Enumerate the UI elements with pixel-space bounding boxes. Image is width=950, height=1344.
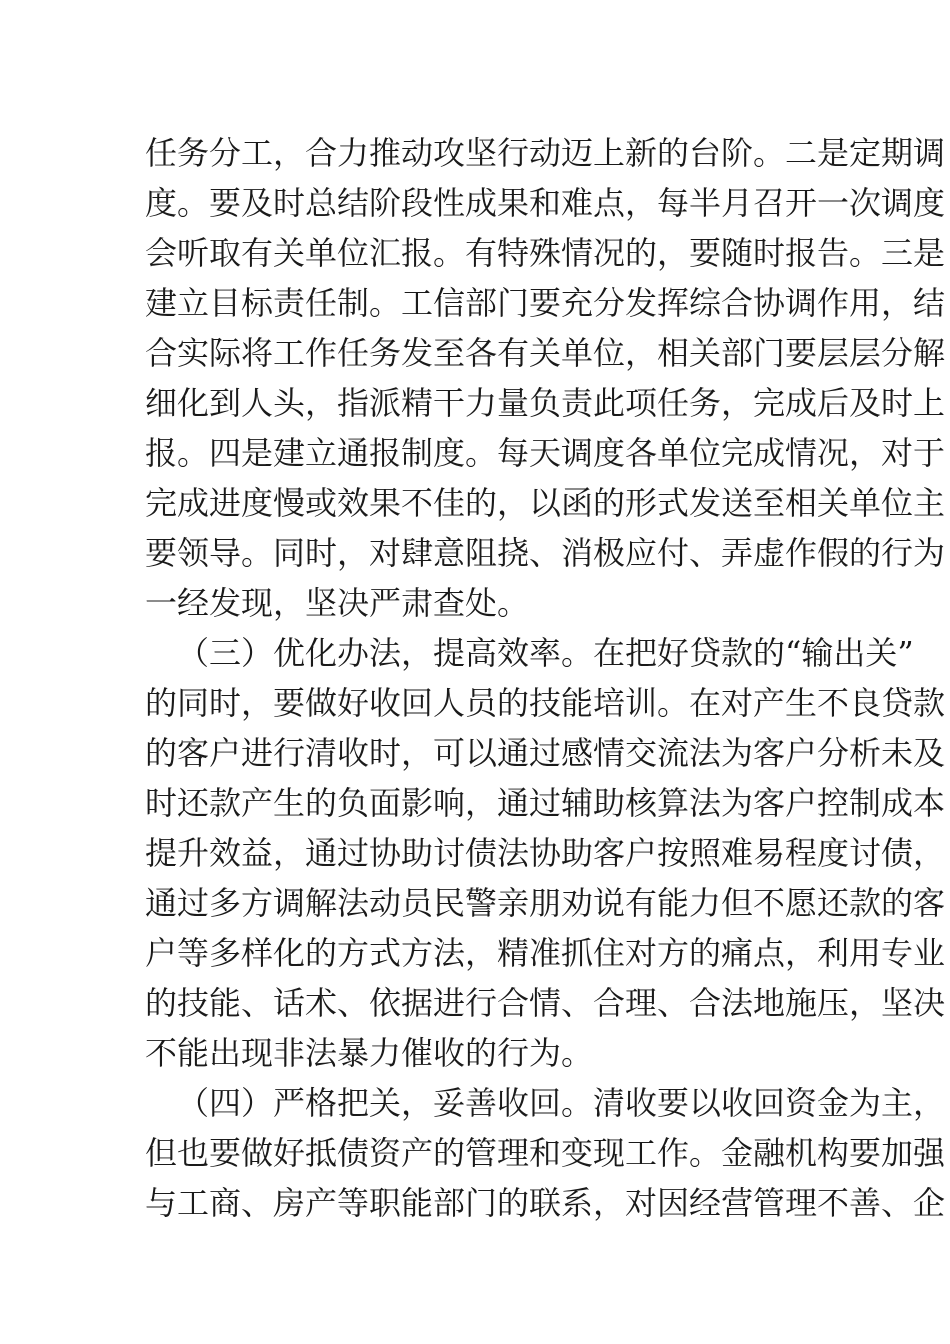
body-text-line: 提升效益，通过协助讨债法协助客户按照难易程度讨债，	[145, 834, 946, 872]
body-text-line: 合实际将工作任务发至各有关单位，相关部门要层层分解	[145, 334, 946, 372]
body-text-line: 的客户进行清收时，可以通过感情交流法为客户分析未及	[145, 734, 946, 772]
body-text-line: 细化到人头，指派精干力量负责此项任务，完成后及时上	[145, 384, 946, 422]
body-text-line: 会听取有关单位汇报。有特殊情况的，要随时报告。三是	[145, 234, 946, 272]
body-text-line: 要领导。同时，对肆意阻挠、消极应付、弄虚作假的行为	[145, 534, 946, 572]
body-text-line: 时还款产生的负面影响，通过辅助核算法为客户控制成本	[145, 784, 946, 822]
body-text-line: 任务分工，合力推动攻坚行动迈上新的台阶。二是定期调	[145, 134, 946, 172]
body-text-line: 完成进度慢或效果不佳的，以函的形式发送至相关单位主	[145, 484, 946, 522]
body-text-line: 但也要做好抵债资产的管理和变现工作。金融机构要加强	[145, 1134, 946, 1172]
body-text-line: 一经发现，坚决严肃查处。	[145, 584, 530, 622]
body-text-line: 的技能、话术、依据进行合情、合理、合法地施压，坚决	[145, 984, 946, 1022]
body-text-line: 户等多样化的方式方法，精准抓住对方的痛点，利用专业	[145, 934, 946, 972]
body-text-line: 度。要及时总结阶段性成果和难点，每半月召开一次调度	[145, 184, 946, 222]
body-text-line: 建立目标责任制。工信部门要充分发挥综合协调作用，结	[145, 284, 946, 322]
body-text-line: 与工商、房产等职能部门的联系，对因经营管理不善、企	[145, 1184, 946, 1222]
body-text-line: 报。四是建立通报制度。每天调度各单位完成情况，对于	[145, 434, 946, 472]
body-text-line: 通过多方调解法动员民警亲朋劝说有能力但不愿还款的客	[145, 884, 946, 922]
body-text-line: 不能出现非法暴力催收的行为。	[145, 1034, 594, 1072]
section-heading-line: （三）优化办法，提高效率。在把好贷款的“输出关”	[177, 634, 914, 672]
section-heading-line: （四）严格把关，妥善收回。清收要以收回资金为主，	[177, 1084, 946, 1122]
body-text-line: 的同时，要做好收回人员的技能培训。在对产生不良贷款	[145, 684, 946, 722]
